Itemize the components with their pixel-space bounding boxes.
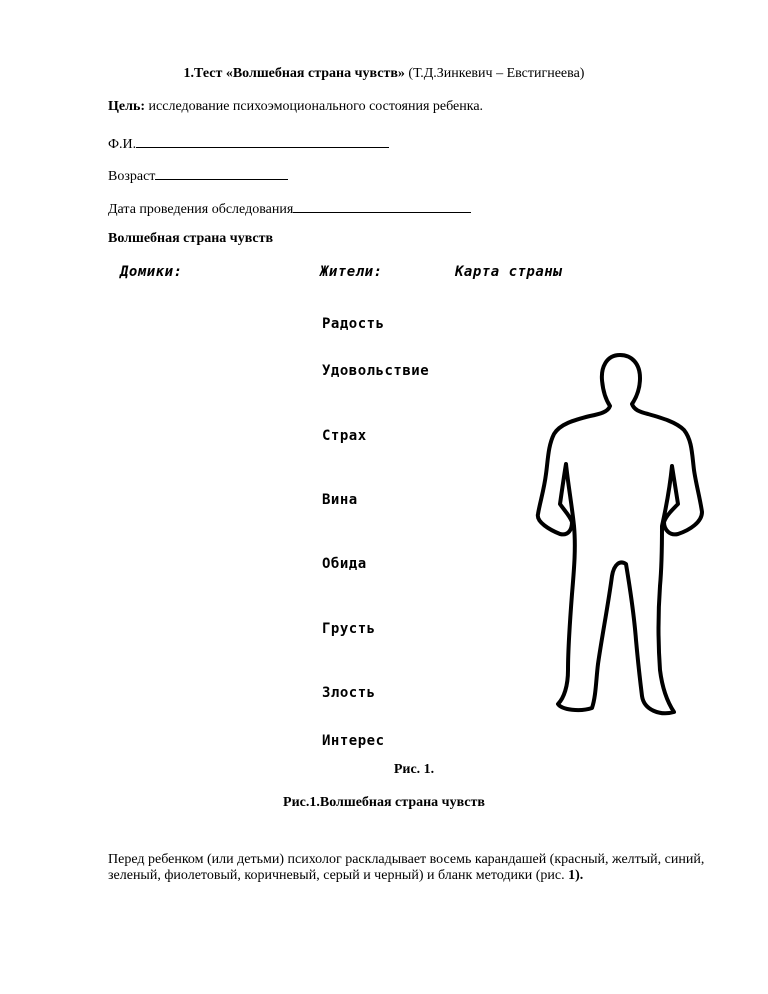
goal-label: Цель: [108,99,146,114]
feeling-resentment: Обида [322,556,367,572]
feeling-guilt: Вина [322,492,358,508]
goal-text: исследование психоэмоционального состояния ребенка. [145,99,484,114]
date-blank[interactable] [293,200,471,213]
title-main: 1.Тест «Волшебная страна чувств» [183,66,405,81]
name-label: Ф.И. [108,137,137,152]
col-map-label: Карта страны [455,264,563,280]
name-line [108,135,389,153]
section-title: Волшебная страна чувств [108,231,274,246]
feeling-joy: Радость [322,316,385,332]
instruction-paragraph [108,852,708,884]
date-label: Дата проведения обследования [108,202,294,217]
document-title [0,66,768,82]
feeling-interest: Интерес [322,733,385,749]
title-authors: (Т.Д.Зинкевич – Евстигнеева) [404,66,585,81]
feeling-fear: Страх [322,428,367,444]
figure-caption-full: Рис.1.Волшебная страна чувств [283,795,485,810]
col-houses-label: Домики: [120,264,183,280]
body-silhouette-figure [530,350,730,730]
feeling-sadness: Грусть [322,621,376,637]
paragraph-ref: 1). [568,868,584,883]
paragraph-text: Перед ребенком (или детьми) психолог раскладывает восемь карандашей (красный, желтый, синий, зеленый, фиолетовый, коричневый, серый и черный) и бланк методики (рис. [108,852,705,883]
feeling-pleasure: Удовольствие [322,363,430,379]
age-line [108,167,288,185]
col-residents-label: Жители: [320,264,383,280]
figure-caption-short: Рис. 1. [393,762,435,777]
goal-line [108,99,483,115]
name-blank[interactable] [136,135,389,148]
feeling-anger: Злость [322,685,376,701]
date-line [108,200,471,218]
section-title-line [108,231,273,247]
age-label: Возраст [108,169,156,184]
age-blank[interactable] [155,167,288,180]
body-outline [538,355,702,713]
